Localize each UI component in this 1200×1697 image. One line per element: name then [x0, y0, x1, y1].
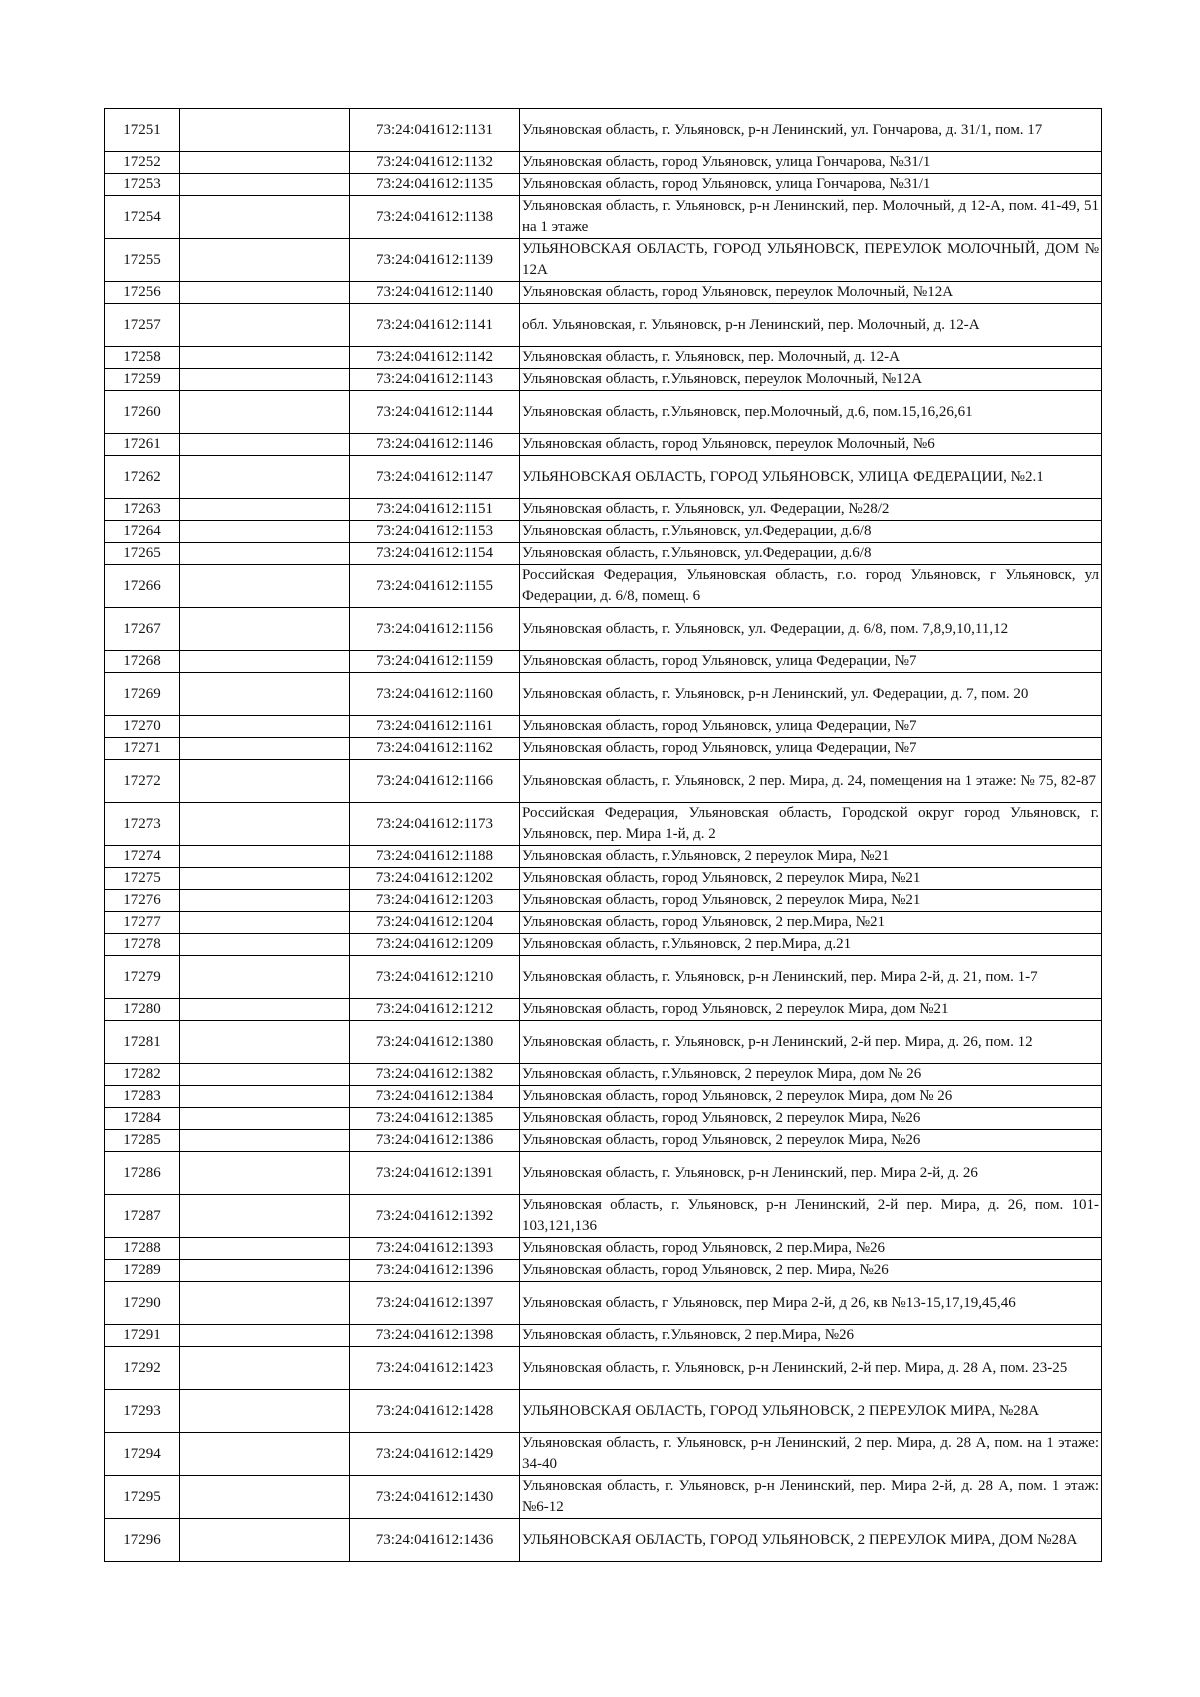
- address-cell: Ульяновская область, г. Ульяновск, р-н Ленинский, пер. Мира 2-й, д. 26: [520, 1152, 1102, 1195]
- row-number-cell: 17274: [105, 846, 180, 868]
- cadastral-number-cell: 73:24:041612:1212: [350, 999, 520, 1021]
- cadastral-number-cell: 73:24:041612:1141: [350, 304, 520, 347]
- cadastral-number-cell: 73:24:041612:1144: [350, 391, 520, 434]
- cadastral-number-cell: 73:24:041612:1436: [350, 1519, 520, 1562]
- empty-cell: [180, 716, 350, 738]
- row-number-cell: 17252: [105, 152, 180, 174]
- row-number-cell: 17296: [105, 1519, 180, 1562]
- address-cell: Ульяновская область, город Ульяновск, 2 переулок Мира, дом №21: [520, 999, 1102, 1021]
- row-number-cell: 17291: [105, 1325, 180, 1347]
- cadastral-number-cell: 73:24:041612:1159: [350, 651, 520, 673]
- address-cell: Ульяновская область, г.Ульяновск, 2 пер.Мира, №26: [520, 1325, 1102, 1347]
- address-cell: Ульяновская область, город Ульяновск, переулок Молочный, №6: [520, 434, 1102, 456]
- row-number-cell: 17267: [105, 608, 180, 651]
- address-cell: Ульяновская область, г. Ульяновск, р-н Ленинский, 2 пер. Мира, д. 28 А, пом. на 1 этаже: 34-40: [520, 1433, 1102, 1476]
- table-row: [105, 912, 1102, 934]
- cadastral-number-cell: 73:24:041612:1162: [350, 738, 520, 760]
- empty-cell: [180, 565, 350, 608]
- table-row: [105, 456, 1102, 499]
- table-row: [105, 760, 1102, 803]
- cadastral-number-cell: 73:24:041612:1151: [350, 499, 520, 521]
- address-cell: обл. Ульяновская, г. Ульяновск, р-н Ленинский, пер. Молочный, д. 12-А: [520, 304, 1102, 347]
- empty-cell: [180, 890, 350, 912]
- cadastral-number-cell: 73:24:041612:1188: [350, 846, 520, 868]
- table-row: [105, 1130, 1102, 1152]
- cadastral-number-cell: 73:24:041612:1429: [350, 1433, 520, 1476]
- row-number-cell: 17286: [105, 1152, 180, 1195]
- address-cell: Ульяновская область, г. Ульяновск, р-н Ленинский, пер. Молочный, д 12-А, пом. 41-49, 51 на 1 этаже: [520, 196, 1102, 239]
- table-row: [105, 1260, 1102, 1282]
- row-number-cell: 17264: [105, 521, 180, 543]
- empty-cell: [180, 760, 350, 803]
- table-row: [105, 1519, 1102, 1562]
- row-number-cell: 17271: [105, 738, 180, 760]
- address-cell: Ульяновская область, г. Ульяновск, р-н Ленинский, ул. Гончарова, д. 31/1, пом. 17: [520, 109, 1102, 152]
- cadastral-number-cell: 73:24:041612:1154: [350, 543, 520, 565]
- table-row: [105, 1086, 1102, 1108]
- row-number-cell: 17282: [105, 1064, 180, 1086]
- empty-cell: [180, 282, 350, 304]
- address-cell: Ульяновская область, город Ульяновск, 2 пер. Мира, №26: [520, 1260, 1102, 1282]
- empty-cell: [180, 347, 350, 369]
- table-row: [105, 738, 1102, 760]
- address-cell: Ульяновская область, г. Ульяновск, р-н Ленинский, ул. Федерации, д. 7, пом. 20: [520, 673, 1102, 716]
- table-row: [105, 999, 1102, 1021]
- table-row: [105, 109, 1102, 152]
- cadastral-number-cell: 73:24:041612:1423: [350, 1347, 520, 1390]
- row-number-cell: 17293: [105, 1390, 180, 1433]
- address-cell: Ульяновская область, город Ульяновск, улица Федерации, №7: [520, 738, 1102, 760]
- address-cell: Ульяновская область, город Ульяновск, улица Федерации, №7: [520, 716, 1102, 738]
- cadastral-number-cell: 73:24:041612:1385: [350, 1108, 520, 1130]
- empty-cell: [180, 369, 350, 391]
- cadastral-number-cell: 73:24:041612:1209: [350, 934, 520, 956]
- row-number-cell: 17254: [105, 196, 180, 239]
- address-cell: Ульяновская область, город Ульяновск, 2 переулок Мира, №26: [520, 1108, 1102, 1130]
- registry-body: [105, 109, 1102, 1562]
- cadastral-number-cell: 73:24:041612:1204: [350, 912, 520, 934]
- table-row: [105, 369, 1102, 391]
- table-row: [105, 890, 1102, 912]
- cadastral-number-cell: 73:24:041612:1397: [350, 1282, 520, 1325]
- table-row: [105, 846, 1102, 868]
- row-number-cell: 17257: [105, 304, 180, 347]
- address-cell: Ульяновская область, г. Ульяновск, ул. Федерации, д. 6/8, пом. 7,8,9,10,11,12: [520, 608, 1102, 651]
- cadastral-number-cell: 73:24:041612:1153: [350, 521, 520, 543]
- empty-cell: [180, 673, 350, 716]
- empty-cell: [180, 543, 350, 565]
- address-cell: Ульяновская область, город Ульяновск, 2 переулок Мира, №21: [520, 868, 1102, 890]
- table-row: [105, 543, 1102, 565]
- cadastral-number-cell: 73:24:041612:1398: [350, 1325, 520, 1347]
- row-number-cell: 17292: [105, 1347, 180, 1390]
- cadastral-number-cell: 73:24:041612:1156: [350, 608, 520, 651]
- row-number-cell: 17284: [105, 1108, 180, 1130]
- empty-cell: [180, 651, 350, 673]
- empty-cell: [180, 109, 350, 152]
- table-row: [105, 1238, 1102, 1260]
- address-cell: Ульяновская область, г.Ульяновск, 2 пер.Мира, д.21: [520, 934, 1102, 956]
- empty-cell: [180, 239, 350, 282]
- empty-cell: [180, 1347, 350, 1390]
- empty-cell: [180, 1519, 350, 1562]
- cadastral-number-cell: 73:24:041612:1210: [350, 956, 520, 999]
- row-number-cell: 17283: [105, 1086, 180, 1108]
- table-row: [105, 565, 1102, 608]
- row-number-cell: 17275: [105, 868, 180, 890]
- table-row: [105, 239, 1102, 282]
- empty-cell: [180, 174, 350, 196]
- cadastral-number-cell: 73:24:041612:1166: [350, 760, 520, 803]
- table-row: [105, 1195, 1102, 1238]
- table-row: [105, 934, 1102, 956]
- address-cell: Российская Федерация, Ульяновская область, г.о. город Ульяновск, г Ульяновск, ул Федерации, д. 6/8, помещ. 6: [520, 565, 1102, 608]
- row-number-cell: 17255: [105, 239, 180, 282]
- address-cell: Ульяновская область, г.Ульяновск, переулок Молочный, №12А: [520, 369, 1102, 391]
- table-row: [105, 608, 1102, 651]
- empty-cell: [180, 1238, 350, 1260]
- address-cell: Ульяновская область, г.Ульяновск, ул.Федерации, д.6/8: [520, 543, 1102, 565]
- table-row: [105, 803, 1102, 846]
- empty-cell: [180, 1390, 350, 1433]
- row-number-cell: 17256: [105, 282, 180, 304]
- address-cell: Ульяновская область, г Ульяновск, пер Мира 2-й, д 26, кв №13-15,17,19,45,46: [520, 1282, 1102, 1325]
- address-cell: Ульяновская область, г.Ульяновск, ул.Федерации, д.6/8: [520, 521, 1102, 543]
- table-row: [105, 347, 1102, 369]
- address-cell: Ульяновская область, г. Ульяновск, р-н Ленинский, 2-й пер. Мира, д. 28 А, пом. 23-25: [520, 1347, 1102, 1390]
- row-number-cell: 17269: [105, 673, 180, 716]
- address-cell: УЛЬЯНОВСКАЯ ОБЛАСТЬ, ГОРОД УЛЬЯНОВСК, 2 ПЕРЕУЛОК МИРА, №28А: [520, 1390, 1102, 1433]
- address-cell: Ульяновская область, г. Ульяновск, р-н Ленинский, 2-й пер. Мира, д. 26, пом. 101-103,121,136: [520, 1195, 1102, 1238]
- table-row: [105, 716, 1102, 738]
- address-cell: Ульяновская область, г. Ульяновск, р-н Ленинский, пер. Мира 2-й, д. 21, пом. 1-7: [520, 956, 1102, 999]
- empty-cell: [180, 999, 350, 1021]
- row-number-cell: 17278: [105, 934, 180, 956]
- cadastral-number-cell: 73:24:041612:1138: [350, 196, 520, 239]
- empty-cell: [180, 738, 350, 760]
- row-number-cell: 17251: [105, 109, 180, 152]
- row-number-cell: 17273: [105, 803, 180, 846]
- row-number-cell: 17263: [105, 499, 180, 521]
- table-row: [105, 521, 1102, 543]
- row-number-cell: 17268: [105, 651, 180, 673]
- cadastral-number-cell: 73:24:041612:1161: [350, 716, 520, 738]
- address-cell: Ульяновская область, г.Ульяновск, 2 переулок Мира, №21: [520, 846, 1102, 868]
- cadastral-number-cell: 73:24:041612:1393: [350, 1238, 520, 1260]
- address-cell: Ульяновская область, город Ульяновск, переулок Молочный, №12А: [520, 282, 1102, 304]
- cadastral-number-cell: 73:24:041612:1382: [350, 1064, 520, 1086]
- empty-cell: [180, 956, 350, 999]
- address-cell: Российская Федерация, Ульяновская область, Городской округ город Ульяновск, г. Ульяновск, пер. Мира 1-й, д. 2: [520, 803, 1102, 846]
- empty-cell: [180, 1064, 350, 1086]
- row-number-cell: 17281: [105, 1021, 180, 1064]
- table-row: [105, 174, 1102, 196]
- empty-cell: [180, 1195, 350, 1238]
- empty-cell: [180, 608, 350, 651]
- cadastral-number-cell: 73:24:041612:1386: [350, 1130, 520, 1152]
- cadastral-number-cell: 73:24:041612:1146: [350, 434, 520, 456]
- row-number-cell: 17285: [105, 1130, 180, 1152]
- address-cell: Ульяновская область, г. Ульяновск, пер. Молочный, д. 12-А: [520, 347, 1102, 369]
- empty-cell: [180, 1130, 350, 1152]
- address-cell: Ульяновская область, г.Ульяновск, пер.Молочный, д.6, пом.15,16,26,61: [520, 391, 1102, 434]
- table-row: [105, 1282, 1102, 1325]
- empty-cell: [180, 152, 350, 174]
- row-number-cell: 17260: [105, 391, 180, 434]
- row-number-cell: 17295: [105, 1476, 180, 1519]
- cadastral-number-cell: 73:24:041612:1155: [350, 565, 520, 608]
- cadastral-number-cell: 73:24:041612:1131: [350, 109, 520, 152]
- empty-cell: [180, 846, 350, 868]
- table-row: [105, 282, 1102, 304]
- row-number-cell: 17288: [105, 1238, 180, 1260]
- table-row: [105, 1433, 1102, 1476]
- row-number-cell: 17270: [105, 716, 180, 738]
- cadastral-number-cell: 73:24:041612:1142: [350, 347, 520, 369]
- empty-cell: [180, 1086, 350, 1108]
- address-cell: Ульяновская область, город Ульяновск, улица Гончарова, №31/1: [520, 152, 1102, 174]
- row-number-cell: 17262: [105, 456, 180, 499]
- empty-cell: [180, 1325, 350, 1347]
- cadastral-number-cell: 73:24:041612:1396: [350, 1260, 520, 1282]
- row-number-cell: 17290: [105, 1282, 180, 1325]
- address-cell: УЛЬЯНОВСКАЯ ОБЛАСТЬ, ГОРОД УЛЬЯНОВСК, 2 ПЕРЕУЛОК МИРА, ДОМ №28А: [520, 1519, 1102, 1562]
- empty-cell: [180, 1260, 350, 1282]
- table-row: [105, 304, 1102, 347]
- empty-cell: [180, 1021, 350, 1064]
- address-cell: Ульяновская область, г.Ульяновск, 2 переулок Мира, дом № 26: [520, 1064, 1102, 1086]
- row-number-cell: 17266: [105, 565, 180, 608]
- address-cell: Ульяновская область, город Ульяновск, 2 переулок Мира, №21: [520, 890, 1102, 912]
- table-row: [105, 868, 1102, 890]
- cadastral-number-cell: 73:24:041612:1380: [350, 1021, 520, 1064]
- empty-cell: [180, 1433, 350, 1476]
- table-row: [105, 1347, 1102, 1390]
- row-number-cell: 17261: [105, 434, 180, 456]
- table-row: [105, 391, 1102, 434]
- table-row: [105, 1152, 1102, 1195]
- address-cell: Ульяновская область, город Ульяновск, 2 переулок Мира, дом № 26: [520, 1086, 1102, 1108]
- cadastral-number-cell: 73:24:041612:1135: [350, 174, 520, 196]
- empty-cell: [180, 1108, 350, 1130]
- cadastral-number-cell: 73:24:041612:1428: [350, 1390, 520, 1433]
- cadastral-number-cell: 73:24:041612:1139: [350, 239, 520, 282]
- registry-table: [104, 108, 1102, 1562]
- empty-cell: [180, 1152, 350, 1195]
- table-row: [105, 956, 1102, 999]
- row-number-cell: 17253: [105, 174, 180, 196]
- cadastral-number-cell: 73:24:041612:1430: [350, 1476, 520, 1519]
- address-cell: Ульяновская область, г. Ульяновск, р-н Ленинский, пер. Мира 2-й, д. 28 А, пом. 1 этаж: №6-12: [520, 1476, 1102, 1519]
- cadastral-number-cell: 73:24:041612:1160: [350, 673, 520, 716]
- address-cell: Ульяновская область, г. Ульяновск, р-н Ленинский, 2-й пер. Мира, д. 26, пом. 12: [520, 1021, 1102, 1064]
- empty-cell: [180, 1282, 350, 1325]
- empty-cell: [180, 304, 350, 347]
- cadastral-number-cell: 73:24:041612:1173: [350, 803, 520, 846]
- cadastral-number-cell: 73:24:041612:1392: [350, 1195, 520, 1238]
- address-cell: УЛЬЯНОВСКАЯ ОБЛАСТЬ, ГОРОД УЛЬЯНОВСК, ПЕРЕУЛОК МОЛОЧНЫЙ, ДОМ № 12А: [520, 239, 1102, 282]
- empty-cell: [180, 434, 350, 456]
- row-number-cell: 17289: [105, 1260, 180, 1282]
- cadastral-number-cell: 73:24:041612:1202: [350, 868, 520, 890]
- address-cell: Ульяновская область, город Ульяновск, 2 переулок Мира, №26: [520, 1130, 1102, 1152]
- row-number-cell: 17259: [105, 369, 180, 391]
- address-cell: Ульяновская область, г. Ульяновск, ул. Федерации, №28/2: [520, 499, 1102, 521]
- address-cell: Ульяновская область, город Ульяновск, улица Гончарова, №31/1: [520, 174, 1102, 196]
- table-row: [105, 1021, 1102, 1064]
- table-row: [105, 1064, 1102, 1086]
- cadastral-number-cell: 73:24:041612:1132: [350, 152, 520, 174]
- empty-cell: [180, 499, 350, 521]
- table-row: [105, 1325, 1102, 1347]
- address-cell: Ульяновская область, город Ульяновск, улица Федерации, №7: [520, 651, 1102, 673]
- empty-cell: [180, 521, 350, 543]
- table-row: [105, 673, 1102, 716]
- row-number-cell: 17272: [105, 760, 180, 803]
- row-number-cell: 17279: [105, 956, 180, 999]
- row-number-cell: 17294: [105, 1433, 180, 1476]
- row-number-cell: 17287: [105, 1195, 180, 1238]
- empty-cell: [180, 868, 350, 890]
- row-number-cell: 17277: [105, 912, 180, 934]
- empty-cell: [180, 1476, 350, 1519]
- empty-cell: [180, 456, 350, 499]
- table-row: [105, 152, 1102, 174]
- empty-cell: [180, 391, 350, 434]
- address-cell: Ульяновская область, город Ульяновск, 2 пер.Мира, №21: [520, 912, 1102, 934]
- address-cell: УЛЬЯНОВСКАЯ ОБЛАСТЬ, ГОРОД УЛЬЯНОВСК, УЛИЦА ФЕДЕРАЦИИ, №2.1: [520, 456, 1102, 499]
- table-row: [105, 196, 1102, 239]
- cadastral-number-cell: 73:24:041612:1203: [350, 890, 520, 912]
- empty-cell: [180, 934, 350, 956]
- cadastral-number-cell: 73:24:041612:1384: [350, 1086, 520, 1108]
- cadastral-number-cell: 73:24:041612:1140: [350, 282, 520, 304]
- empty-cell: [180, 803, 350, 846]
- row-number-cell: 17258: [105, 347, 180, 369]
- row-number-cell: 17280: [105, 999, 180, 1021]
- address-cell: Ульяновская область, г. Ульяновск, 2 пер. Мира, д. 24, помещения на 1 этаже: № 75, 82-87: [520, 760, 1102, 803]
- address-cell: Ульяновская область, город Ульяновск, 2 пер.Мира, №26: [520, 1238, 1102, 1260]
- row-number-cell: 17276: [105, 890, 180, 912]
- row-number-cell: 17265: [105, 543, 180, 565]
- cadastral-number-cell: 73:24:041612:1147: [350, 456, 520, 499]
- table-row: [105, 1108, 1102, 1130]
- table-row: [105, 434, 1102, 456]
- table-row: [105, 1390, 1102, 1433]
- table-row: [105, 1476, 1102, 1519]
- empty-cell: [180, 196, 350, 239]
- cadastral-number-cell: 73:24:041612:1391: [350, 1152, 520, 1195]
- empty-cell: [180, 912, 350, 934]
- cadastral-number-cell: 73:24:041612:1143: [350, 369, 520, 391]
- table-row: [105, 499, 1102, 521]
- table-row: [105, 651, 1102, 673]
